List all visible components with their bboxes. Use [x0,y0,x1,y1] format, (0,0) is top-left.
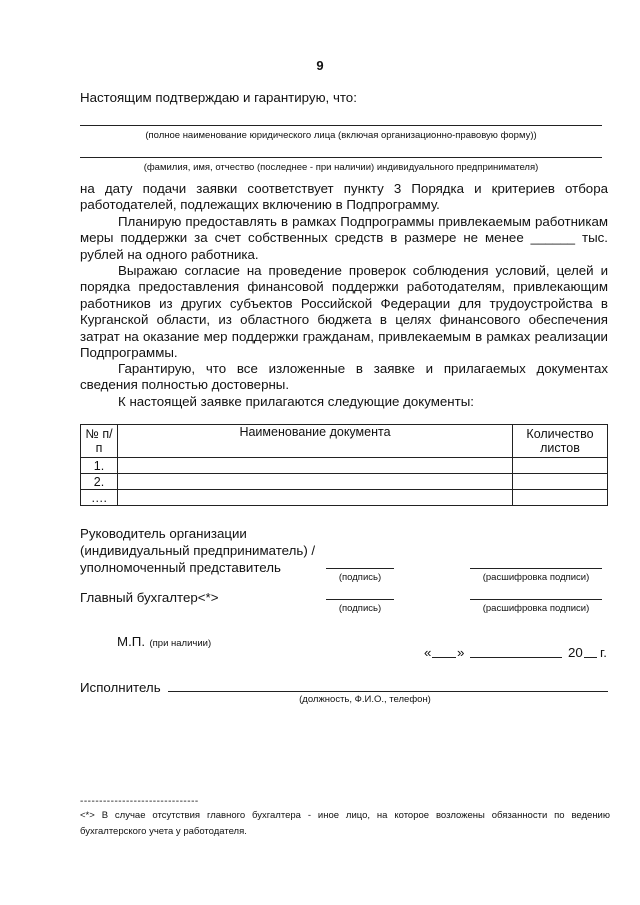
chief-accountant-label: Главный бухгалтер<*> [80,590,219,605]
footnote-separator: ------------------------------- [80,796,199,807]
page-number: 9 [316,58,324,73]
eligibility-paragraph: на дату подачи заявки соответствует пункту 3 Порядка и критериев отбора работодателей, подлежащих включению в Подпрограмму. [80,181,608,213]
attachments-intro: К настоящей заявке прилагаются следующие документы: [118,394,474,409]
row-sheet-count [513,458,608,474]
support-plan-paragraph: Планирую предоставлять в рамках Подпрограммы привлекаемым работникам меры поддержки за счет собственных средств в размере не менее ______ тыс. рублей на одного работника. [80,214,608,262]
head-decoding-line [470,568,602,569]
date-month-line [470,657,562,658]
date-year-prefix: 20 [568,645,583,660]
head-signature-caption: (подпись) [338,572,382,583]
accountant-decoding-line [470,599,602,600]
accountant-signature-caption: (подпись) [338,603,382,614]
stamp-place [117,633,211,651]
head-decoding-caption: (расшифровка подписи) [482,572,590,583]
guarantee-paragraph: Гарантирую, что все изложенные в заявке и прилагаемых документах сведения полностью достоверны. [80,361,608,393]
row-sheet-count [513,490,608,506]
entrepreneur-fill-line [80,157,602,158]
executor-caption: (должность, Ф.И.О., телефон) [299,694,431,705]
documents-table [80,424,608,506]
row-number: 2. [81,474,118,490]
table-header-row [81,425,608,458]
legal-entity-caption: (полное наименование юридического лица (включая организационно-правовую форму)) [145,130,537,141]
table-row [81,474,608,490]
accountant-signature-line [326,599,394,600]
row-number: …. [81,490,118,506]
head-line-2: (индивидуальный предприниматель) / [80,543,316,558]
row-document-name [118,474,513,490]
header-document-name: Наименование документа [118,425,513,458]
date-year-line [584,657,597,658]
row-sheet-count [513,474,608,490]
footnote-text: <*> В случае отсутствия главного бухгалтера - иное лицо, на которое возложены обязанности по ведению бухгалтерского учета у работодателя. [80,810,610,837]
head-line-3: уполномоченный представитель [80,560,281,575]
header-number: № п/п [81,425,118,458]
row-document-name [118,458,513,474]
accountant-decoding-caption: (расшифровка подписи) [482,603,590,614]
table-row [81,458,608,474]
head-signature-line [326,568,394,569]
date-close-quote: » [457,645,465,660]
head-line-1: Руководитель организации [80,526,247,541]
entrepreneur-caption: (фамилия, имя, отчество (последнее - при наличии) индивидуального предпринимателя) [143,162,539,173]
header-sheet-count: Количество листов [513,425,608,458]
date-day-line [432,657,456,658]
table-row [81,490,608,506]
head-signatory [80,525,330,576]
date-year-suffix: г. [600,645,607,660]
consent-paragraph: Выражаю согласие на проведение проверок соблюдения условий, целей и порядка предоставления финансовой поддержки работодателям, привлекающим работников из других субъектов Российской Федерации для трудоустройства в Курганской области, из областного бюджета в целях финансового обеспечения затрат на оказание мер поддержки гражданам, привлекаемым в рамках реализации Подпрограммы. [80,263,608,361]
stamp-note: (при наличии) [149,638,212,649]
executor-label: Исполнитель [80,680,161,695]
row-document-name [118,490,513,506]
date-open-quote: « [424,645,432,660]
row-number: 1. [81,458,118,474]
executor-fill-line [168,691,608,692]
intro-line: Настоящим подтверждаю и гарантирую, что: [80,90,357,105]
legal-entity-fill-line [80,125,602,126]
stamp-label: М.П. [117,634,146,649]
